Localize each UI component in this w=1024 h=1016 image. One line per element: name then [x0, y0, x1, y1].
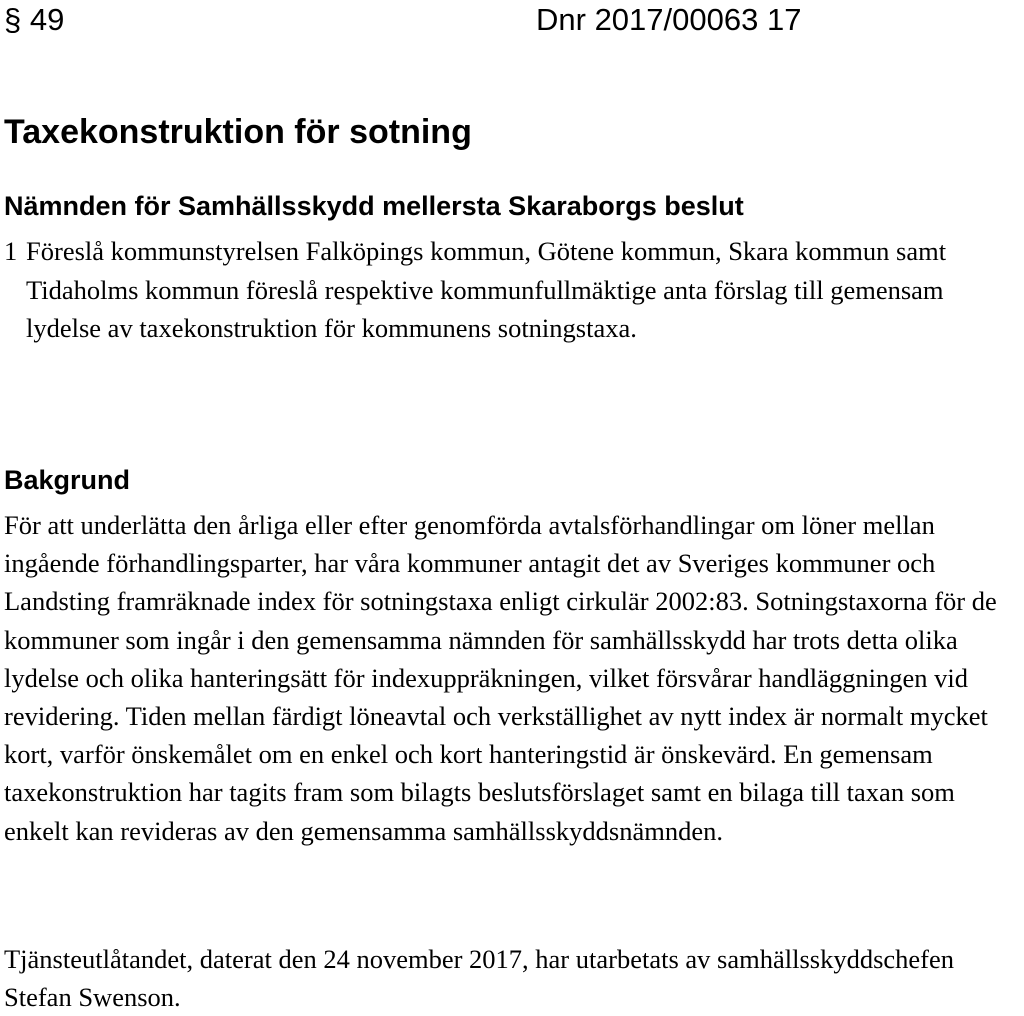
background-heading: Bakgrund: [4, 465, 131, 495]
background-paragraph: För att underlätta den årliga eller efter genomförda avtalsförhandlingar om löner mellan ingående förhandlingsparter, har våra kommuner antagit det av Sveriges kommuner och Landsting framräknade index för sotningstaxa enligt cirkulär 2002:83. Sotningstaxorna för de kommuner som ingår i den gemensamma nämnden för samhällsskydd har trots detta olika lydelse och olika hanteringsätt för indexuppräkningen, vilket försvårar handläggningen vid revidering. Tiden mellan färdigt löneavtal och verkställighet av nytt index är normalt mycket kort, varför önskemålet om en enkel och kort hanteringstid är önskevärd. En gemensam taxekonstruktion har tagits fram som bilagts beslutsförslaget samt en bilaga till taxan som enkelt kan revideras av den gemensamma samhällsskyddsnämnden.: [4, 510, 997, 846]
decision-item-number: 1: [4, 236, 18, 266]
section-number: § 49: [4, 2, 65, 37]
author-note: Tjänsteutlåtandet, daterat den 24 november 2017, har utarbetats av samhällsskyddschefen Stefan Swenson.: [4, 944, 955, 1013]
decision-heading: Nämnden för Samhällsskydd mellersta Skaraborgs beslut: [4, 191, 744, 221]
case-number: Dnr 2017/00063 17: [536, 2, 802, 37]
page-title: Taxekonstruktion för sotning: [4, 113, 472, 151]
decision-item: [4, 232, 1014, 348]
decision-item-text: Föreslå kommunstyrelsen Falköpings kommun, Götene kommun, Skara kommun samt Tidaholms kommun föreslå respektive kommunfullmäktige anta förslag till gemensam lydelse av taxekonstruktion för kommunens sotningstaxa.: [26, 236, 947, 343]
